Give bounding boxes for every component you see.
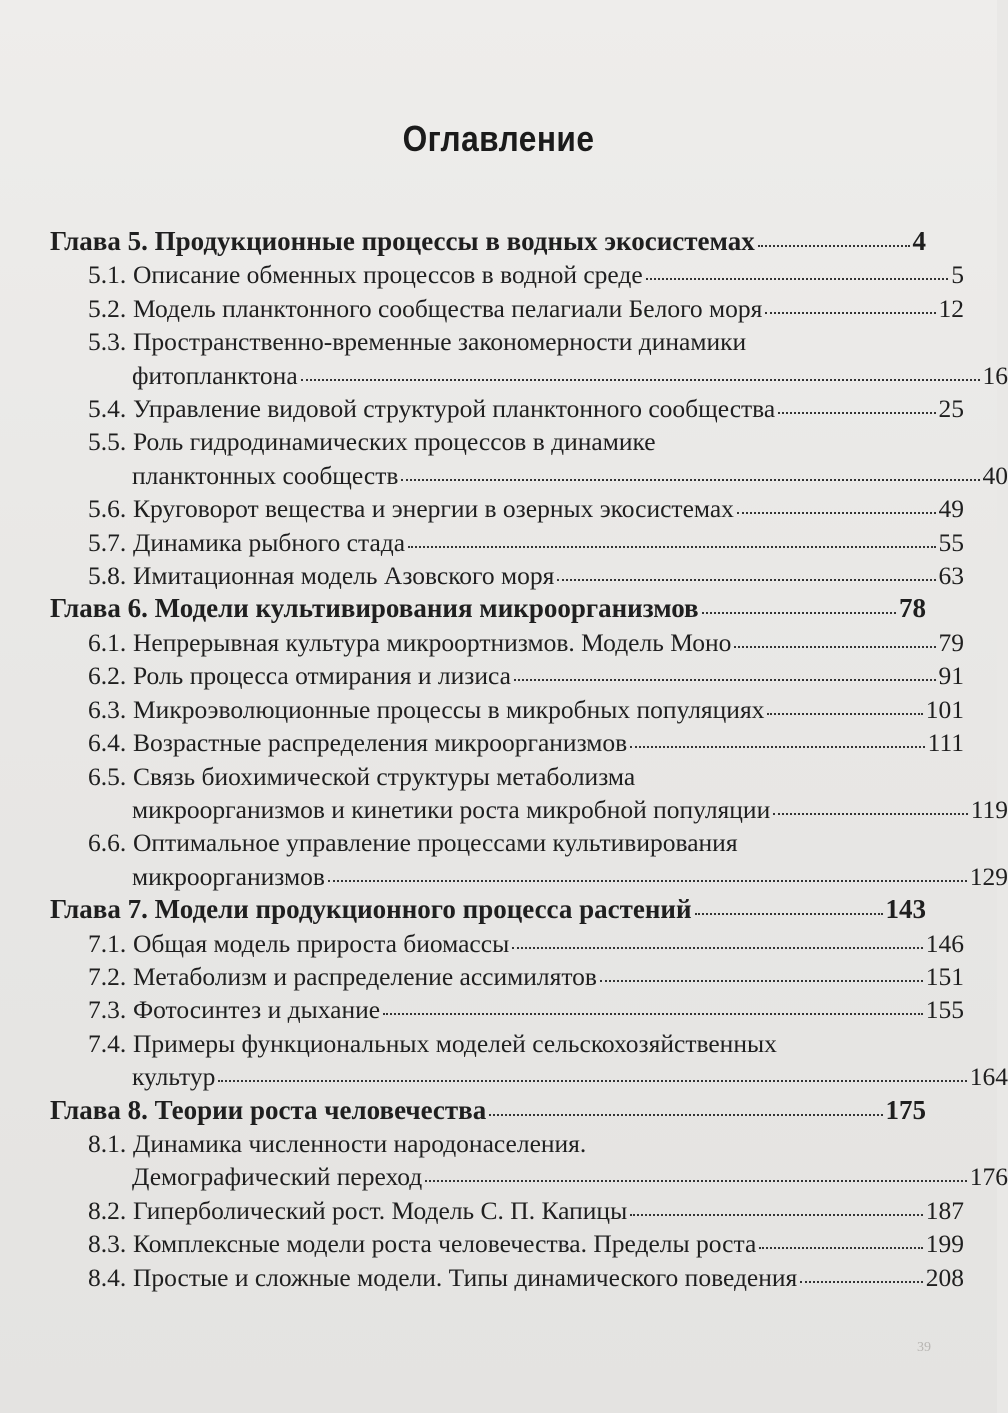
- toc-page-number: 146: [925, 928, 964, 958]
- toc-chapter-title: Глава 7. Модели продукционного процесса растений: [50, 894, 692, 925]
- toc-section-number: 7.1.: [88, 928, 127, 958]
- toc-dot-leader: [328, 880, 967, 882]
- toc-section-title: Метаболизм и распределение ассимилятов: [133, 961, 597, 991]
- toc-section-row: [50, 1127, 964, 1160]
- toc-chapter-title: Глава 6. Модели культивирования микроорганизмов: [50, 593, 699, 624]
- toc-section-title: Комплексные модели роста человечества. Пределы роста: [133, 1229, 757, 1259]
- toc-page-number: 129: [969, 861, 1008, 891]
- toc-dot-leader: [734, 646, 935, 648]
- toc-chapter-row: [50, 592, 926, 625]
- toc-dot-leader: [425, 1180, 967, 1182]
- toc-section-number: 7.3.: [88, 995, 127, 1025]
- toc-chapter-row: [50, 225, 926, 258]
- toc-page-number: 155: [925, 995, 964, 1025]
- toc-page-number: 119: [970, 794, 1008, 824]
- toc-section-title: Непрерывная культура микроортнизмов. Модель Моно: [133, 627, 732, 657]
- toc-chapter-title: Глава 5. Продукционные процессы в водных экосистемах: [50, 226, 755, 256]
- toc-section-title: Пространственно-временные закономерности динамики: [133, 327, 747, 357]
- toc-section-row: [50, 1160, 1008, 1193]
- toc-section-number: 8.2.: [88, 1195, 127, 1225]
- toc-section-title: Гиперболический рост. Модель С. П. Капицы: [133, 1195, 628, 1225]
- toc-section-row: [50, 1261, 964, 1294]
- toc-section-number: 5.4.: [88, 394, 127, 424]
- toc-page-number: 111: [927, 728, 964, 758]
- toc-section-row: [50, 392, 964, 425]
- toc-section-row: [50, 325, 964, 358]
- toc-dot-leader: [401, 479, 979, 481]
- toc-section-title: Модель планктонного сообщества пелагиали Белого моря: [133, 293, 763, 323]
- toc-section-title: Возрастные распределения микроорганизмов: [133, 728, 628, 758]
- toc-section-title: Круговорот вещества и энергии в озерных экосистемах: [133, 494, 734, 524]
- toc-section-number: 5.1.: [88, 260, 127, 290]
- toc-section-title: Фотосинтез и дыхание: [133, 995, 381, 1025]
- toc-section-title: Примеры функциональных моделей сельскохозяйственных: [133, 1028, 777, 1058]
- toc-section-number: 6.5.: [88, 761, 127, 791]
- toc-dot-leader: [702, 612, 896, 614]
- toc-section-number: 7.2.: [88, 961, 127, 991]
- toc-dot-leader: [489, 1114, 882, 1116]
- toc-page-number: 208: [925, 1262, 964, 1292]
- toc-dot-leader: [695, 913, 883, 915]
- toc-section-row: [50, 1227, 964, 1260]
- toc-page-number: 49: [938, 494, 964, 524]
- toc-section-title: микроорганизмов: [132, 861, 325, 891]
- toc-section-row: [50, 292, 964, 325]
- toc-section-row: [50, 1194, 964, 1227]
- toc-dot-leader: [773, 813, 967, 815]
- toc-chapter-title: Глава 8. Теории роста человечества: [50, 1094, 487, 1125]
- toc-dot-leader: [630, 746, 924, 748]
- toc-section-number: 6.4.: [88, 728, 127, 758]
- toc-page-number: 199: [925, 1229, 964, 1259]
- toc-dot-leader: [758, 245, 910, 247]
- toc-section-title: Имитационная модель Азовского моря: [133, 561, 555, 591]
- toc-page-number: 175: [885, 1094, 926, 1125]
- toc-page-number: 151: [925, 961, 964, 991]
- toc-section-row: [50, 993, 964, 1026]
- toc-section-row: [50, 793, 1008, 826]
- toc-section-row: [50, 258, 964, 291]
- toc-section-number: 5.3.: [88, 327, 127, 357]
- toc-dot-leader: [218, 1080, 966, 1082]
- toc-dot-leader: [767, 713, 922, 715]
- toc-section-row: [50, 726, 964, 759]
- toc-page-number: 40: [982, 460, 1008, 490]
- toc-page-number: 5: [951, 260, 964, 290]
- toc-section-number: 8.4.: [88, 1262, 127, 1292]
- toc-chapter-row: [50, 893, 926, 926]
- toc-dot-leader: [759, 1247, 922, 1249]
- toc-section-number: 5.2.: [88, 293, 127, 323]
- toc-page-number: 79: [938, 627, 964, 657]
- toc-page-number: 187: [925, 1195, 964, 1225]
- toc-page-number: 78: [899, 593, 926, 624]
- toc-section-title: Общая модель прироста биомассы: [133, 928, 510, 958]
- toc-section-row: [50, 359, 1008, 392]
- toc-section-number: 5.6.: [88, 494, 127, 524]
- toc-dot-leader: [383, 1013, 923, 1015]
- toc-section-title: Демографический переход: [132, 1162, 423, 1192]
- toc-page-number: 4: [912, 226, 926, 256]
- toc-section-row: [50, 826, 964, 859]
- toc-section-number: 6.2.: [88, 661, 127, 691]
- toc-section-title: Динамика численности народонаселения.: [133, 1128, 587, 1158]
- toc-section-number: 5.8.: [88, 561, 127, 591]
- toc-section-row: [50, 1060, 1008, 1093]
- toc-page-number: 176: [969, 1162, 1008, 1192]
- toc-page-number: 143: [885, 894, 926, 925]
- toc-page-number: 16: [982, 360, 1008, 390]
- toc-dot-leader: [800, 1281, 922, 1283]
- toc-section-row: [50, 626, 964, 659]
- toc-section-title: Управление видовой структурой планктонного сообщества: [133, 394, 776, 424]
- toc-dot-leader: [778, 412, 935, 414]
- toc-section-title: Роль процесса отмирания и лизиса: [133, 661, 511, 691]
- toc-section-title: Микроэволюционные процессы в микробных популяциях: [133, 694, 765, 724]
- toc-section-row: [50, 459, 1008, 492]
- toc-section-title: Динамика рыбного стада: [133, 527, 406, 557]
- toc-section-title: Связь биохимической структуры метаболизма: [133, 761, 636, 791]
- toc-dot-leader: [737, 512, 936, 514]
- table-of-contents: [50, 225, 1008, 1294]
- toc-section-number: 8.1.: [88, 1128, 127, 1158]
- page-number: 39: [917, 1340, 931, 1355]
- toc-page-number: 12: [938, 293, 964, 323]
- toc-section-number: 6.3.: [88, 694, 127, 724]
- toc-section-title: микроорганизмов и кинетики роста микробной популяции: [132, 794, 771, 824]
- toc-section-row: [50, 659, 964, 692]
- toc-dot-leader: [646, 278, 949, 280]
- toc-section-row: [50, 492, 964, 525]
- toc-section-row: [50, 760, 964, 793]
- toc-section-number: 6.1.: [88, 627, 127, 657]
- toc-dot-leader: [301, 379, 980, 381]
- toc-page-number: 63: [938, 561, 964, 591]
- toc-dot-leader: [514, 679, 936, 681]
- toc-dot-leader: [557, 579, 935, 581]
- page-title: Оглавление: [402, 118, 595, 159]
- toc-section-row: [50, 1027, 964, 1060]
- toc-section-title: культур: [132, 1062, 216, 1092]
- toc-dot-leader: [408, 546, 935, 548]
- toc-section-title: планктонных сообществ: [132, 460, 399, 490]
- toc-section-number: 7.4.: [88, 1028, 127, 1058]
- toc-section-row: [50, 960, 964, 993]
- toc-section-title: Описание обменных процессов в водной среде: [133, 260, 643, 290]
- toc-section-row: [50, 860, 1008, 893]
- toc-section-row: [50, 927, 964, 960]
- toc-section-number: 5.7.: [88, 527, 127, 557]
- toc-section-title: Роль гидродинамических процессов в динамике: [133, 427, 656, 457]
- toc-section-row: [50, 425, 964, 458]
- toc-section-row: [50, 526, 964, 559]
- toc-dot-leader: [600, 980, 923, 982]
- toc-section-number: 8.3.: [88, 1229, 127, 1259]
- toc-section-number: 6.6.: [88, 828, 127, 858]
- toc-section-title: Оптимальное управление процессами культивирования: [133, 828, 738, 858]
- toc-dot-leader: [512, 947, 923, 949]
- toc-page-number: 25: [938, 394, 964, 424]
- toc-section-row: [50, 693, 964, 726]
- toc-dot-leader: [765, 312, 935, 314]
- toc-dot-leader: [630, 1214, 923, 1216]
- toc-page-number: 164: [969, 1062, 1008, 1092]
- toc-page-number: 101: [925, 694, 964, 724]
- toc-chapter-row: [50, 1094, 926, 1127]
- toc-section-row: [50, 559, 964, 592]
- toc-section-title: фитопланктона: [132, 360, 298, 390]
- toc-section-title: Простые и сложные модели. Типы динамического поведения: [133, 1262, 798, 1292]
- toc-page-number: 55: [938, 527, 964, 557]
- toc-page-number: 91: [938, 661, 964, 691]
- toc-section-number: 5.5.: [88, 427, 127, 457]
